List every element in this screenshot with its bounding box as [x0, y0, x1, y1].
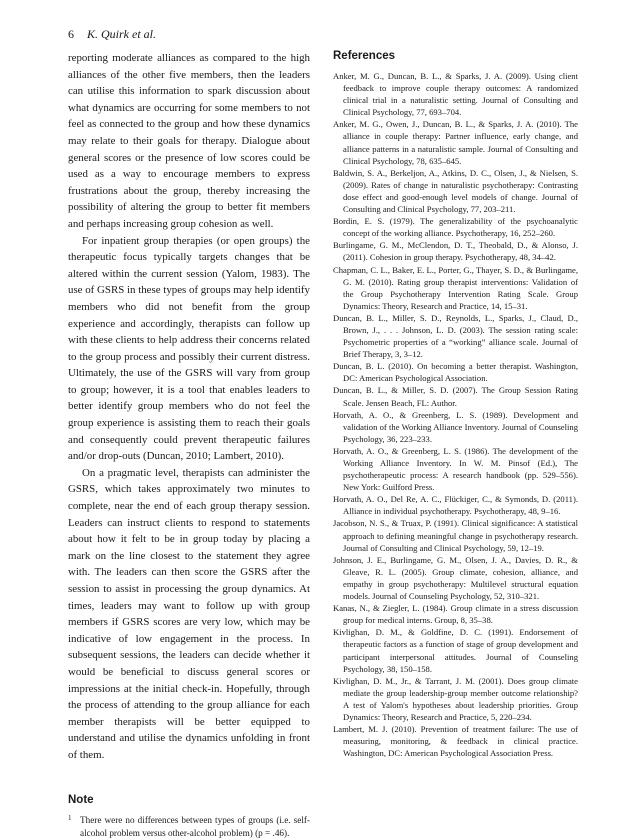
- footnote-marker: 1: [68, 813, 72, 822]
- reference-entry: Baldwin, S. A., Berkeljon, A., Atkins, D. C., Olsen, J., & Nielsen, S. (2009). Rates of change in naturalistic psychotherapy: Contrasting dose effect and good-enough level models of change. Journal of Consulting and Clinical Psychology, 77, 203–211.: [333, 167, 578, 215]
- references-heading: References: [333, 50, 396, 62]
- footnote: [68, 814, 310, 840]
- note-heading: Note: [68, 793, 94, 806]
- reference-entry: Lambert, M. J. (2010). Prevention of treatment failure: The use of measuring, monitoring, & feedback in clinical practice. Washington, DC: American Psychological Association Press.: [333, 724, 578, 759]
- reference-entry: Horvath, A. O., & Greenberg, L. S. (1986). The development of the Working Alliance Inventory. In W. M. Pinsof (Ed.), The psychotherapeutic process: A research handbook (pp. 529–556). New York: Guilford Press.: [333, 445, 578, 493]
- running-head: [68, 27, 156, 42]
- reference-entry: Kanas, N., & Ziegler, L. (1984). Group climate in a stress discussion group for medical interns. Group, 8, 35–38.: [333, 603, 578, 626]
- page-number: 6: [68, 27, 74, 41]
- body-paragraph: reporting moderate alliances as compared to the high alliances of the other five members, then the leaders can utilise this information to spark discussion about what dynamics are occurring for some members to not feel as connected to the group and how these dynamics may relate to their goals for therapy. Dialogue about general scores or the presence of low scores could be used as a way to encourage members to express frustrations about the group, thereby increasing the possibility of altering the group to better fit members and perhaps increasing group cohesion as well.: [68, 52, 310, 230]
- reference-entry: Johnson, J. E., Burlingame, G. M., Olsen, J. A., Davies, D. R., & Gleave, R. L. (2005). Group climate, cohesion, alliance, and empathy in group psychotherapy: Multilevel structural equation models. Journal of Counseling Psychology, 52, 310–321.: [333, 554, 578, 602]
- reference-entry: Duncan, B. L., Miller, S. D., Reynolds, L., Sparks, J., Claud, D., Brown, J., . . . Johnson, L. D. (2003). The session rating scale: Psychometric properties of a “working” alliance scale. Journal of Brief Therapy, 3, 3–12.: [333, 312, 578, 360]
- reference-entry: Kivlighan, D. M., Jr., & Tarrant, J. M. (2001). Does group climate mediate the group leadership-group member outcome relationship? A test of Yalom's hypotheses about leadership priorities. Group Dynamics: Theory, Research and Practice, 5, 220–234.: [333, 675, 578, 722]
- reference-entry: Horvath, A. O., & Greenberg, L. S. (1989). Development and validation of the Working Alliance Inventory. Journal of Counseling Psychology, 36, 223–233.: [333, 409, 578, 444]
- body-column: [68, 50, 310, 840]
- footnote-text: There were no differences between types of groups (i.e. self-alcohol problem versus other-alcohol problem) (p = .46).: [80, 814, 310, 838]
- reference-entry: Kivlighan, D. M., & Goldfine, D. C. (1991). Endorsement of therapeutic factors as a function of stage of group development and participant interpersonal attitudes. Journal of Counseling Psychology, 38, 150–158.: [333, 627, 578, 674]
- reference-entry: Duncan, B. L., & Miller, S. D. (2007). The Group Session Rating Scale. Jensen Beach, FL: Author.: [333, 385, 578, 408]
- reference-entry: Anker, M. G., Duncan, B. L., & Sparks, J. A. (2009). Using client feedback to improve couple therapy outcomes: A randomized clinical trial in a naturalistic setting. Journal of Consulting and Clinical Psychology, 77, 693–704.: [333, 71, 578, 118]
- reference-entry: Jacobson, N. S., & Truax, P. (1991). Clinical significance: A statistical approach to defining meaningful change in psychotherapy research. Journal of Consulting and Clinical Psychology, 59, 12–19.: [333, 518, 578, 553]
- references-column: [333, 50, 578, 759]
- reference-entry: Anker, M. G., Owen, J., Duncan, B. L., & Sparks, J. A. (2010). The alliance in couple therapy: Partner influence, early change, and alliance patterns in a naturalistic sample. Journal of Consulting and Clinical Psychology, 78, 635–645.: [333, 119, 578, 166]
- reference-entry: Bordin, E. S. (1979). The generalizability of the psychoanalytic concept of the working alliance. Psychotherapy, 16, 252–260.: [333, 216, 578, 239]
- body-paragraph: On a pragmatic level, therapists can administer the GSRS, which takes approximately two minutes to complete, near the end of each group therapy session. Leaders can instruct clients to respond to statements about how it felt to be in group today by placing a mark on the line closest to the statement they agree with. The leaders can then score the GSRS after the session to assist in processing the group dynamics. At times, leaders may want to follow up with group members if GSRS scores are very low, which may be indicative of low engagement in the process. In subsequent sessions, the leaders can decide whether it would be beneficial to discuss general scores or impressions at the initial check-in. Hopefully, through the process of attending to the group alliance for each member therapists will be better equipped to understand and utilise the dynamics unfolding in front of them.: [68, 466, 310, 761]
- running-title: K. Quirk et al.: [87, 27, 156, 41]
- reference-entry: Duncan, B. L. (2010). On becoming a better therapist. Washington, DC: American Psychological Association.: [333, 361, 578, 384]
- reference-entry: Chapman, C. L., Baker, E. L., Porter, G., Thayer, S. D., & Burlingame, G. M. (2010). Rating group therapist interventions: Validation of the Group Psychotherapy Intervention Rating Scale. Group Dynamics: Theory, Research and Practice, 14, 15–31.: [333, 264, 578, 311]
- reference-entry: Horvath, A. O., Del Re, A. C., Flückiger, C., & Symonds, D. (2011). Alliance in individual psychotherapy. Psychotherapy, 48, 9–16.: [333, 494, 578, 517]
- body-paragraph: For inpatient group therapies (or open groups) the therapeutic focus typically targets changes that be altered within the current session (Yalom, 1983). The use of GSRS in these types of groups may help identify members who did not benefit from the group experience and accordingly, therapists can follow up with these clients to help address their concerns related to the group process and possibly their current distress. Ultimately, the use of the GSRS will vary from group to group; however, it is a tool that enables leaders to better identify group members who do not feel the group experience is assisting them to reach their goals and consequently could prevent therapeutic failures and/or drop-outs (Duncan, 2010; Lambert, 2010).: [68, 234, 310, 463]
- reference-entry: Burlingame, G. M., McClendon, D. T., Theobald, D., & Alonso, J. (2011). Cohesion in group therapy. Psychotherapy, 48, 34–42.: [333, 240, 578, 263]
